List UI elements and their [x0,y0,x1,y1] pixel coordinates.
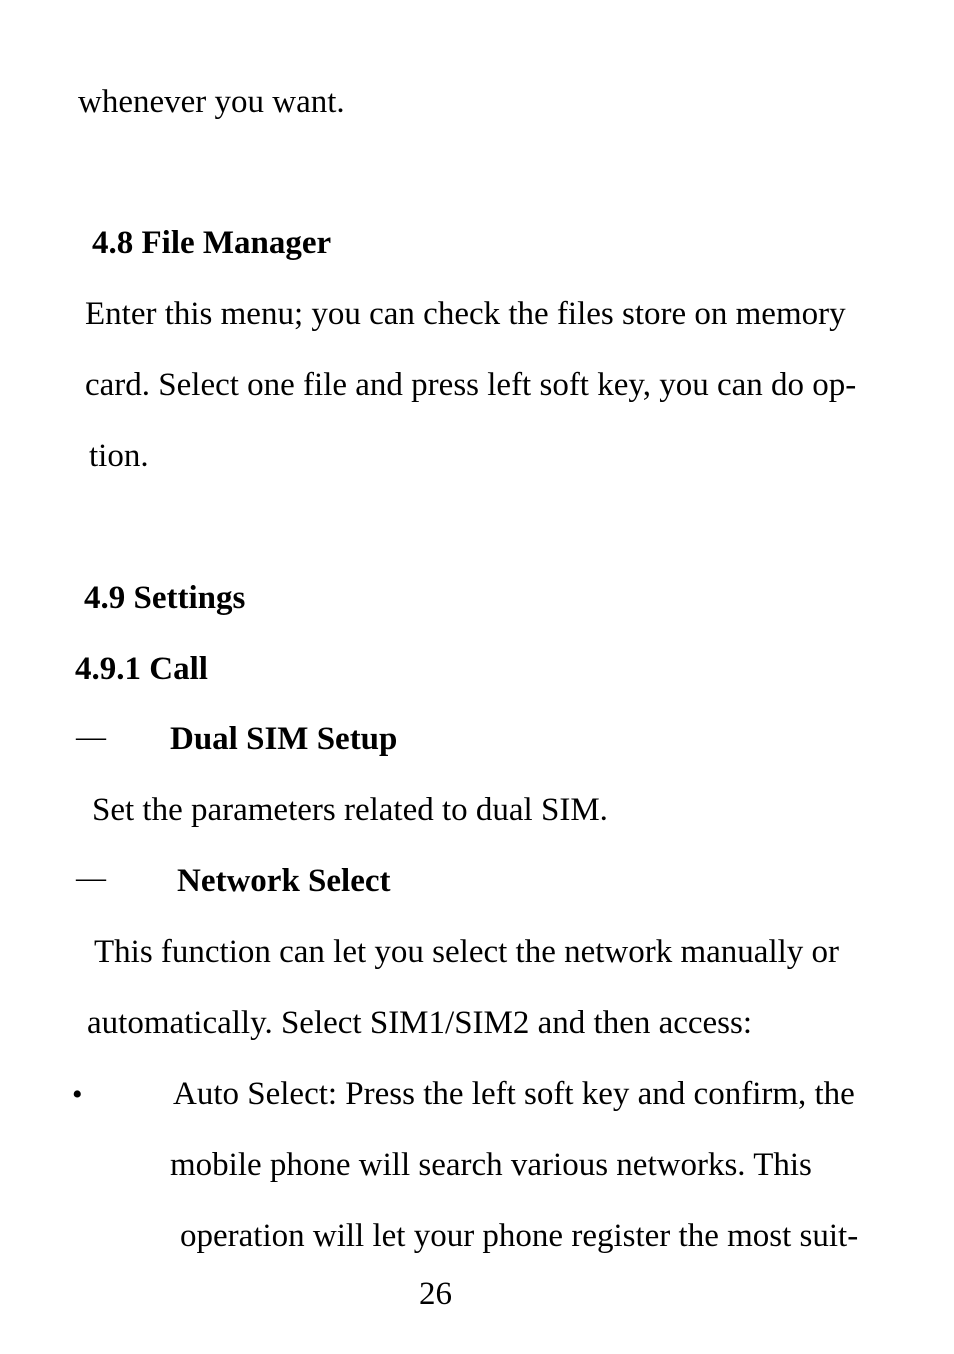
file-manager-body-line-2: card. Select one file and press left soft key, you can do op- [85,367,857,403]
network-select-body-line-2: automatically. Select SIM1/SIM2 and then access: [87,1005,753,1041]
section-heading-settings: 4.9 Settings [84,580,246,616]
file-manager-body-line-3: tion. [89,438,149,474]
intro-text: whenever you want. [78,84,345,120]
item-title-dual-sim-setup: Dual SIM Setup [170,721,398,757]
auto-select-line-3: operation will let your phone register the most suit- [180,1218,859,1254]
dash-marker: — [76,861,106,894]
bullet-marker: • [72,1078,83,1111]
page-number: 26 [419,1276,452,1312]
auto-select-line-1: Auto Select: Press the left soft key and confirm, the [173,1076,855,1112]
subsection-heading-call: 4.9.1 Call [75,651,208,687]
file-manager-body-line-1: Enter this menu; you can check the files store on memory [85,296,846,332]
dash-marker: — [76,720,106,753]
auto-select-line-2: mobile phone will search various networks. This [170,1147,812,1183]
section-heading-file-manager: 4.8 File Manager [92,225,332,261]
network-select-body-line-1: This function can let you select the network manually or [94,934,840,970]
item-title-network-select: Network Select [177,863,391,899]
dual-sim-body-line-1: Set the parameters related to dual SIM. [92,792,608,828]
